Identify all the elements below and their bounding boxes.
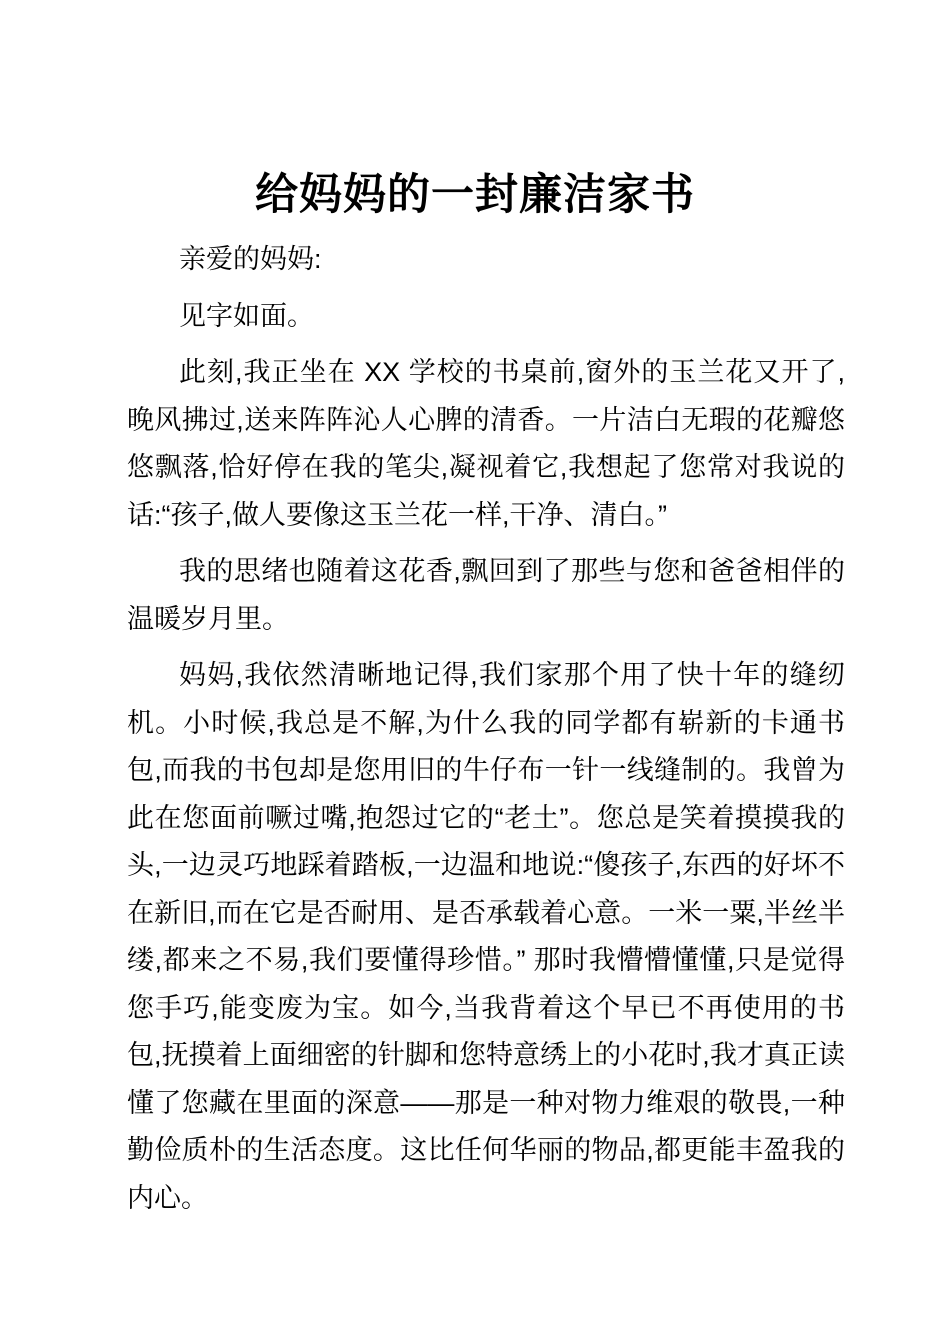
- letter-paragraph-1: 此刻,我正坐在 XX 学校的书桌前,窗外的玉兰花又开了,晚风拂过,送来阵阵沁人心脾的清香。一片洁白无瑕的花瓣悠悠飘落,恰好停在我的笔尖,凝视着它,我想起了您常对我说的话:“孩子,做人要像这玉兰花一样,干净、清白。”: [127, 357, 845, 530]
- letter-paragraph-2: 我的思绪也随着这花香,飘回到了那些与您和爸爸相伴的温暖岁月里。: [127, 556, 845, 634]
- letter-salutation: 亲爱的妈妈:: [179, 244, 322, 274]
- letter-body: [127, 236, 845, 1222]
- letter-greeting: 见字如面。: [179, 300, 314, 331]
- document-title: 给妈妈的一封廉洁家书: [255, 172, 695, 219]
- letter-paragraph-3: 妈妈,我依然清晰地记得,我们家那个用了快十年的缝纫机。小时候,我总是不解,为什么我的同学都有崭新的卡通书包,而我的书包却是您用旧的牛仔布一针一线缝制的。我曾为此在您面前噘过嘴,抱怨过它的“老土”。您总是笑着摸摸我的头,一边灵巧地踩着踏板,一边温和地说:“傻孩子,东西的好坏不在新旧,而在它是否耐用、是否承载着心意。一米一粟,半丝半缕,都来之不易,我们要懂得珍惜。” 那时我懵懵懂懂,只是觉得您手巧,能变废为宝。如今,当我背着这个早已不再使用的书包,抚摸着上面细密的针脚和您特意绣上的小花时,我才真正读懂了您藏在里面的深意——那是一种对物力维艰的敬畏,一种勤俭质朴的生活态度。这比任何华丽的物品,都更能丰盈我的内心。: [127, 660, 845, 1213]
